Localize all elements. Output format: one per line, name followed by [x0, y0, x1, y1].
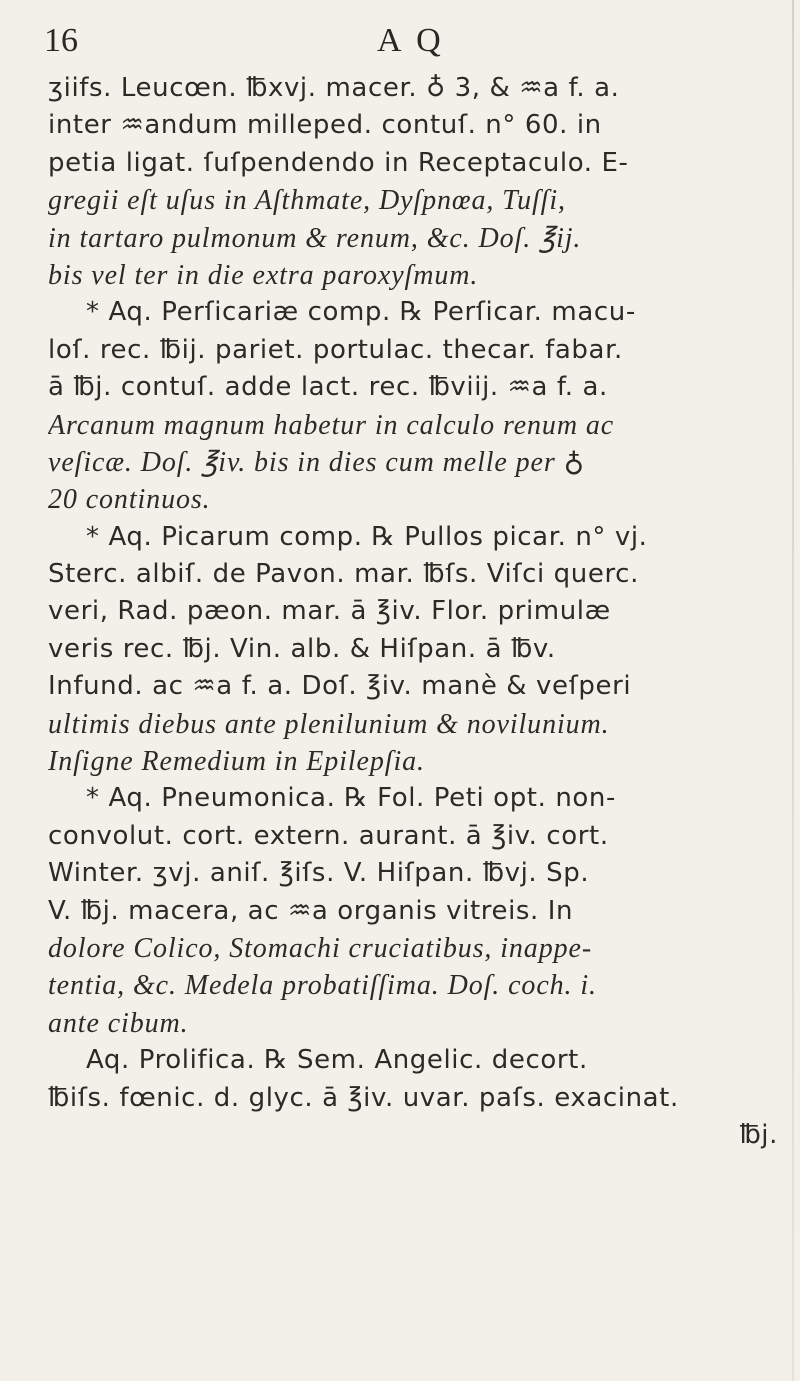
catchword: ℔j.: [739, 1119, 778, 1150]
text-line: gregii eſt uſus in Aſthmate, Dyſpnœa, Tuſſi,: [48, 185, 566, 217]
text-line: veſicæ. Doſ. ℥iv. bis in dies cum melle per ♁: [48, 446, 585, 478]
text-line: * Aq. Pneumonica. ℞ Fol. Peti opt. non-: [86, 783, 616, 814]
running-head: A Q: [377, 22, 445, 59]
text-line: veri, Rad. pæon. mar. ā ℥iv. Flor. primulæ: [48, 596, 611, 627]
text-line: Inſigne Remedium in Epilepſia.: [48, 746, 425, 778]
text-line: petia ligat. ſuſpendendo in Receptaculo. E-: [48, 147, 629, 178]
page-edge-rule: [792, 0, 794, 1381]
text-line: V. ℔j. macera, ac ♒a organis vitreis. In: [48, 895, 574, 926]
text-line: bis vel ter in die extra paroxyſmum.: [48, 259, 479, 291]
text-line: Sterc. albiſ. de Pavon. mar. ℔ſs. Viſci querc.: [48, 559, 639, 590]
text-line: * Aq. Perſicariæ comp. ℞ Perſicar. macu-: [86, 297, 636, 328]
text-line: 20 continuos.: [48, 484, 211, 516]
text-line: in tartaro pulmonum & renum, &c. Doſ. ℥ij.: [48, 222, 582, 254]
text-line: Infund. ac ♒a f. a. Doſ. ℥iv. manè & veſperi: [48, 671, 632, 702]
text-line: * Aq. Picarum comp. ℞ Pullos picar. n° vj.: [86, 521, 648, 552]
text-line: ultimis diebus ante plenilunium & novilunium.: [48, 708, 610, 740]
text-line: ante cibum.: [48, 1007, 189, 1039]
text-line: Winter. ʒvj. aniſ. ℥iſs. V. Hiſpan. ℔vj. Sp.: [48, 858, 590, 889]
text-line: loſ. rec. ℔ij. pariet. portulac. thecar. fabar.: [48, 334, 623, 365]
text-line: Arcanum magnum habetur in calculo renum ac: [48, 409, 615, 441]
text-line: dolore Colico, Stomachi cruciatibus, inappe-: [48, 932, 593, 964]
body-text: [48, 70, 788, 1154]
text-line: convolut. cort. extern. aurant. ā ℥iv. cort.: [48, 820, 609, 851]
text-line: ℔iſs. fœnic. d. glyc. ā ℥iv. uvar. paſs. exacinat.: [48, 1082, 679, 1113]
text-line: inter ♒andum milleped. contuſ. n° 60. in: [48, 110, 602, 141]
text-line: veris rec. ℔j. Vin. alb. & Hiſpan. ā ℔v.: [48, 633, 556, 664]
text-line: ā ℔j. contuſ. adde lact. rec. ℔viij. ♒a f. a.: [48, 372, 608, 403]
page-number: 16: [44, 22, 78, 59]
text-line: tentia, &c. Medela probatiſſima. Doſ. coch. i.: [48, 970, 597, 1002]
text-line: ʒiifs. Leucœn. ℔xvj. macer. ♁ 3, & ♒a f. a.: [48, 73, 620, 103]
page-header: [44, 22, 760, 72]
text-line: Aq. Prolifica. ℞ Sem. Angelic. decort.: [86, 1045, 588, 1076]
